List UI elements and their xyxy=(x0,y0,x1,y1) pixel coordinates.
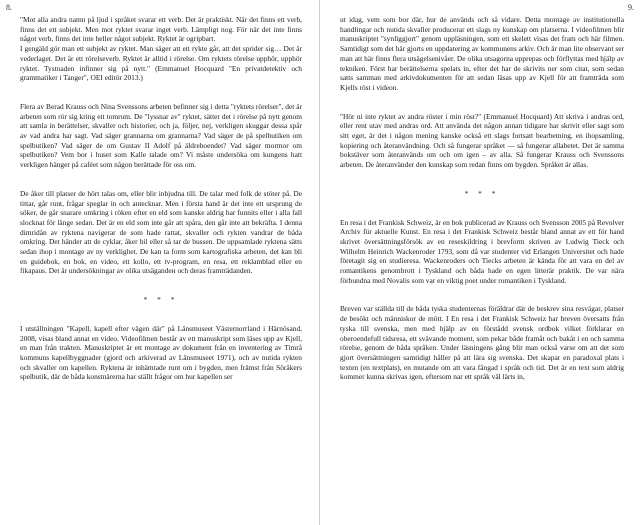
right-page-text xyxy=(340,15,624,382)
paragraph-rumour-movements: Flera av Berad Krauss och Nina Svenssons arbeten befinner sig i detta "ryktets rörelser", det är arbeten som rör sig kring ett tomrum. De "lyssnar av" ryktet, sätter det i rörelse på nytt genom att samla in berättelser, skvaller och historier, och ja, följer, nej, verkligen skuggar dessa spår av vad andra har sagt. Vad säger grannarna om grannarna? Vad säger de på spelbutiken om spelbutiken? Vad säger de om Gustav II Adolf på äldreboendet? Vad säger mormor om spelbutiken? Vem bor i huset som Kalle talade om? Vi måste undersöka om kungens hatt verkligen hänger på caféet som någon berättade för oss om. xyxy=(20,101,302,170)
page-number-right: 9. xyxy=(628,3,634,12)
section-divider-stars: * * * xyxy=(143,295,179,305)
paragraph-other-voices: "Hör ni inte ryktet av andra röster i min röst?" (Emmanuel Hocquard) Att skriva i andras ord, eller rent utav med andras ord. Att använda det någon annan tidigare har skrivit eller sagt som sitt eget, är det i någon mening kanske också ett slags fortsatt bearbetning, en ihopsamling, kopiering och återanvändning. Och så fungerar språket — så fungerar allabetet. Det är samma bokstäver som återanvänds om och om igen – av alla. Så fungerar Krauss och Svenssons arbeten. De återanvänder den kunskap som redan finns om bygden. Språket är allas. xyxy=(340,111,624,170)
paragraph-gap xyxy=(20,276,302,295)
right-page xyxy=(320,0,640,525)
paragraph-gap xyxy=(20,170,302,189)
paragraph-frankisk-schweiz: En resa i det Frankisk Schweiz, är en bok publicerad av Krauss och Svensson 2005 på Revolver Archiv für aktuelle Kunst. En resa i det Frankisk Schweiz består bland annat av ett för hand skrivet översättningsförsök av en reseskildring i brevform skriven av Ludwig Tieck och Wilhelm Heinrich Wackenroder 1793, som då var studenter vid Erlangen Universitet och hade företagit sig en studieresa. Wackenroders och Tiecks arbeten är kända för att vara en del av romantikens genombrott i Tyskland och båda hade en egen litterär praktik. De var nära förbundna med Novalis som var en viktig poet under romantiken i Tyskland. xyxy=(340,217,624,285)
paragraph-letters-translation: Breven var ställda till de båda tyska studenternas föräldrar där de beskrev sina resvägar, platser de besökt och människor de mött. I En resa i det Frankisk Schweiz har breven översatts från tyska till svenska, men med hjälp av en förstådd svensk ordbok vilket förklarar en oberoendefull tidsresa, ett svävande moment, som pekar både framåt och bakåt i en och samma rörelse, genom de båda språken. Under läsningens gång blir man också varse om att det som gjort översättningen samtidigt håller på att lära sig svenska. Det skapar en paradoxal plats i texten (en textplats), en mutande om att vara fångad i språk och tid. Det är en text som aldrig kommer kunna skrivas igen, eftersom nar ett språk väl lärts in, xyxy=(340,304,624,382)
paragraph-gap xyxy=(340,170,624,189)
paragraph-exhibition-kapell: I utställningen "Kapell, kapell efter vägen där" på Länsmuseet Västernorrland i Härnösand, 2008, visas bland annat en video. Videofilmen består av ett manuskript som läses upp av Kjell, en man från trakten. Manuskriptet är ett montage av dokument från en inventering av Timrå kommuns kapellbyggnader (gjord och arkiverad av Länsmuseet 1971), och av nutida rykten och skvaller om kapellen. Ryktena är inhämtade runt om i bygden, men främst från Söråkers spelbutik, där de båda konstnärerna har ställt frågor om hur kapellen ser xyxy=(20,323,302,382)
paragraph-gap xyxy=(20,305,302,324)
paragraph-gap xyxy=(340,93,624,112)
paragraph-travel-places: De åker till platser de hört talas om, eller blir inbjudna till. De talar med folk de stöter på. De tittar, går runt, frågar speglar in och antecknar. Men i första hand är det inte ett ursprung de söker, de går snarare omkring i röken efter en eld som kanske aldrig har funnits eller i alla fall slocknat för länge sedan. Det är en eld som inte går att spåra, den går inte att bekräfta. I denna dimridån av ryktena navigerar de som hade rattat, skvaller och rykten vandrar de båda omkring. Det händer att de cyklar, åker bil eller så tar de bussen. De uppsamlade ryktena sätts sedan ihop i montage av ny verklighet. De kan ta form som kartografiska arbeten, det kan bli en guidebok, en bok, en video, ett kollo, ett tv-program, en resa, ett reklamblad eller en fikapaus. Det är undersökningar av olika utsägandeн och deras framträdanden. xyxy=(20,188,302,276)
page-number-left: 8. xyxy=(6,3,12,12)
paragraph-gap xyxy=(20,83,302,102)
paragraph-montage-archive: ut idag, vem som bor där, hur de används och så vidare. Detta montage av institutionella handlingar och nutida skvaller producerar ett slags ny kunskap om platserna. I videofilmen blir manuskriptet "synliggjort" genom uppläsningen, som ett skelett visas det fram och här filmen. Samtidigt som det här gjorts en uppdatering av kommunens arkiv. Och är man lite observant ser man att här finns flera utsägelsenivåer. De olika utsagorna upprepas och förflyttas med hjälp av tekniken. Först har berättelserna spelats in, efter det har de skrivits ner som citat, som sedan satts samman med arkivdokumenten för att sedan läsas upp av Kjell för att framträda som Kjells röst i videon. xyxy=(340,15,624,92)
paragraph-gap xyxy=(340,199,624,218)
section-divider-stars: * * * xyxy=(464,188,500,198)
paragraph-quote-hocquard: "Mot alla andra namn på ljud i språket svarar ett verb. Det är praktiskt. När det finns ett verb, finns det ett subjekt. Men mot ryktet svarar inget verb. Lämpligt nog. För när det inte finns något verb, finns det inte heller något subjekt. Ryktet är ogripbart. xyxy=(20,15,302,44)
paragraph-gap xyxy=(340,285,624,304)
left-page-text xyxy=(20,15,302,382)
paragraph-quote-continued: I gengäld gör man ett subjekt av ryktet. Man säger att ett rykte går, att det sprider sig… Det är vederlaget. Det är ett rörelseverb. Ryktet är alltid i rörelse. Om ryktets rörelse upphör, upphör ryktet. Tystnaden infinner sig på nytt." (Emmanuel Hocquard "En privatdetektiv och grammatiker i Tanger", OEI editör 2013.) xyxy=(20,44,302,83)
